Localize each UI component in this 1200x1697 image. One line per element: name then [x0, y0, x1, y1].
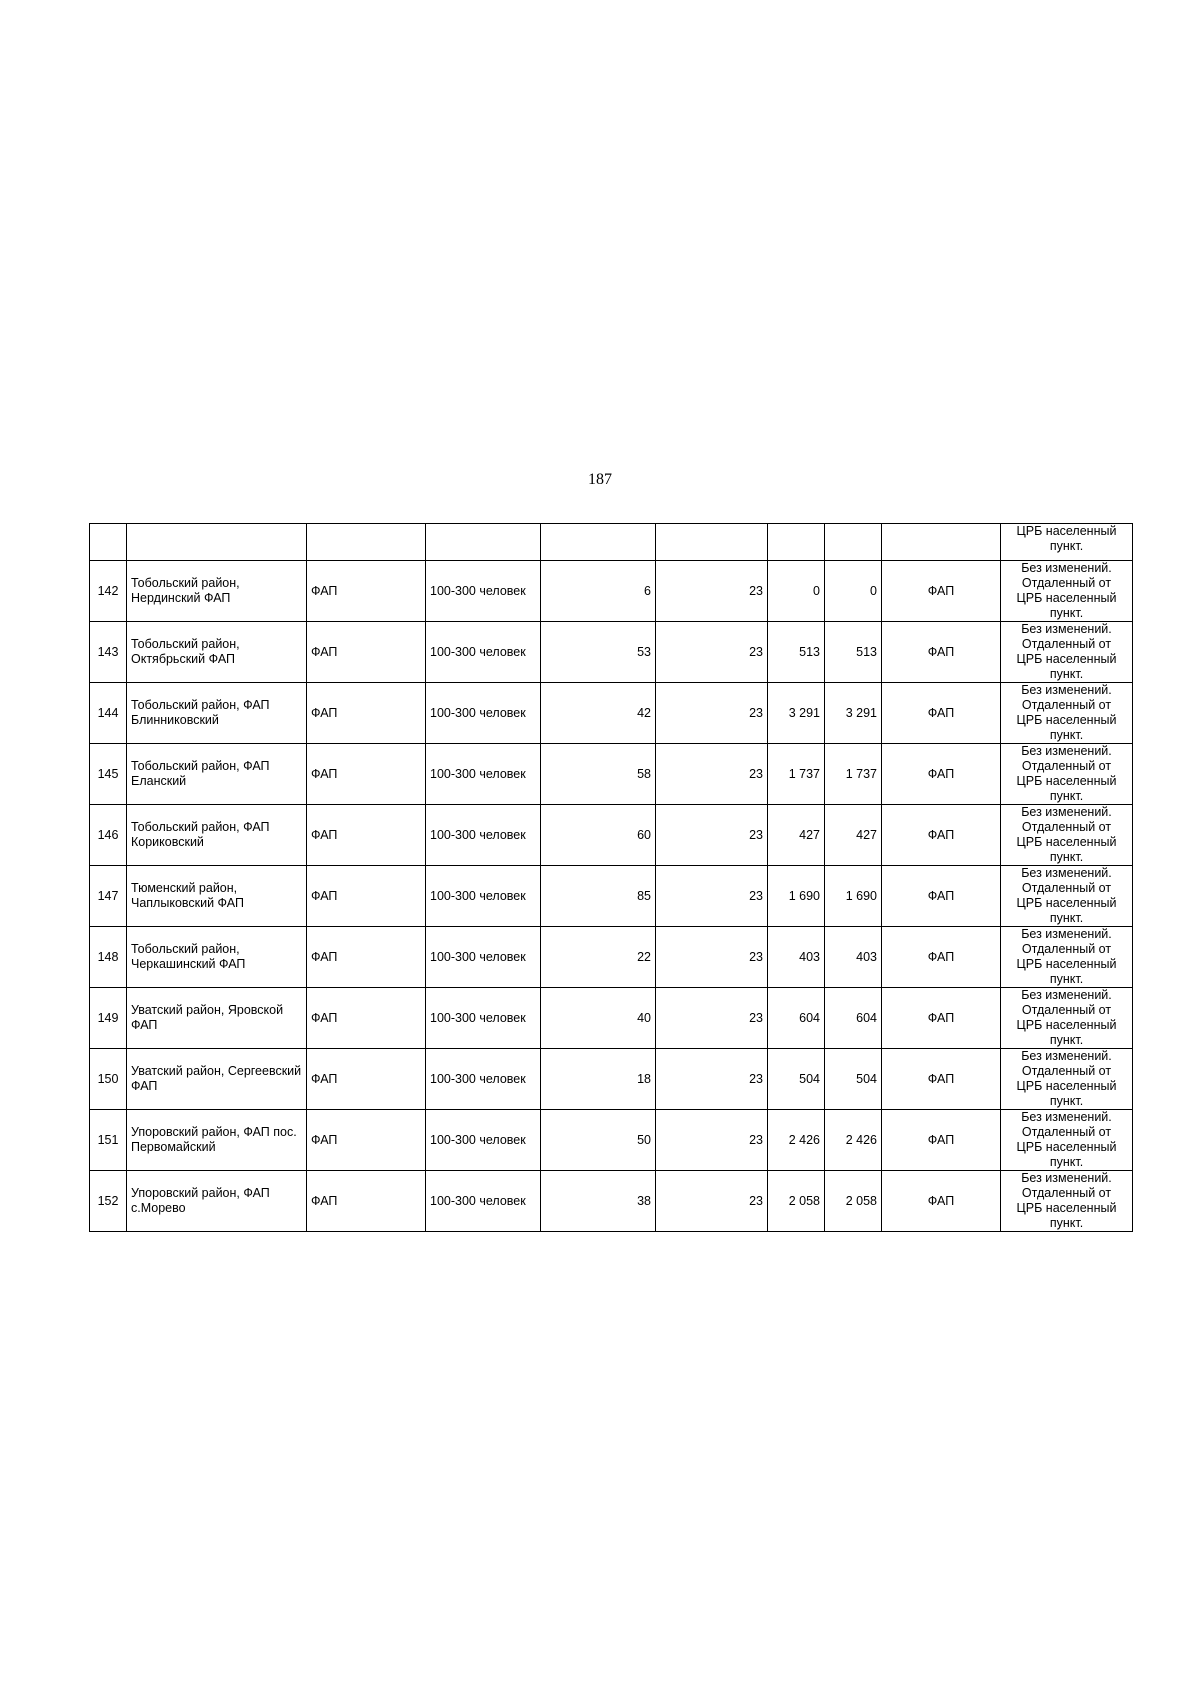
cell-col7: 2 426: [768, 1110, 825, 1171]
cell-num: 148: [90, 927, 127, 988]
cell-type: ФАП: [307, 927, 426, 988]
note-line: ЦРБ населенный: [1016, 957, 1117, 971]
note-line: пункт.: [1049, 911, 1084, 925]
cell-col7: 1 737: [768, 744, 825, 805]
note-line: Отдаленный от: [1021, 1003, 1112, 1017]
table-row-continuation: [90, 524, 1133, 561]
cell-population: 100-300 человек: [426, 805, 541, 866]
cell-col7: 1 690: [768, 866, 825, 927]
cell-type: ФАП: [307, 866, 426, 927]
cell-type: ФАП: [307, 744, 426, 805]
cell-col6: 23: [656, 1171, 768, 1232]
cell-note: [1001, 744, 1133, 805]
cell-new-type: ФАП: [882, 927, 1001, 988]
note-line: Отдаленный от: [1021, 1125, 1112, 1139]
cell-col6: 23: [656, 1049, 768, 1110]
cell-name: Уватский район, Сергеевский ФАП: [127, 1049, 307, 1110]
cell-num: [90, 524, 127, 561]
cell-population: [426, 524, 541, 561]
cell-col6: 23: [656, 927, 768, 988]
note-line: пункт.: [1049, 667, 1084, 681]
note-line: Отдаленный от: [1021, 759, 1112, 773]
cell-note: [1001, 1171, 1133, 1232]
cell-name: Упоровский район, ФАП пос. Первомайский: [127, 1110, 307, 1171]
cell-col7: 427: [768, 805, 825, 866]
cell-name: [127, 524, 307, 561]
note-line: ЦРБ населенный: [1016, 524, 1117, 538]
cell-name: Тобольский район, Нердинский ФАП: [127, 561, 307, 622]
cell-num: 147: [90, 866, 127, 927]
cell-name: Тюменский район, Чаплыковский ФАП: [127, 866, 307, 927]
cell-col5: 58: [541, 744, 656, 805]
table-row: [90, 1049, 1133, 1110]
cell-col5: 42: [541, 683, 656, 744]
cell-population: 100-300 человек: [426, 683, 541, 744]
note-line: Отдаленный от: [1021, 698, 1112, 712]
cell-type: ФАП: [307, 1171, 426, 1232]
cell-col7: 403: [768, 927, 825, 988]
note-line: пункт.: [1049, 972, 1084, 986]
cell-type: [307, 524, 426, 561]
cell-col5: 38: [541, 1171, 656, 1232]
cell-col6: 23: [656, 866, 768, 927]
cell-new-type: [882, 524, 1001, 561]
note-line: пункт.: [1049, 539, 1084, 553]
note-line: пункт.: [1049, 1033, 1084, 1047]
cell-type: ФАП: [307, 561, 426, 622]
cell-col8: 604: [825, 988, 882, 1049]
note-line: ЦРБ населенный: [1016, 1079, 1117, 1093]
cell-col8: 504: [825, 1049, 882, 1110]
cell-col8: 403: [825, 927, 882, 988]
cell-note: [1001, 561, 1133, 622]
note-line: Без изменений.: [1021, 1171, 1112, 1185]
table-row: [90, 988, 1133, 1049]
cell-new-type: ФАП: [882, 561, 1001, 622]
cell-note: [1001, 524, 1133, 561]
cell-note: [1001, 866, 1133, 927]
cell-num: 143: [90, 622, 127, 683]
cell-num: 142: [90, 561, 127, 622]
cell-type: ФАП: [307, 622, 426, 683]
note-line: Без изменений.: [1021, 622, 1112, 636]
cell-type: ФАП: [307, 683, 426, 744]
note-line: Без изменений.: [1021, 988, 1112, 1002]
cell-new-type: ФАП: [882, 866, 1001, 927]
cell-type: ФАП: [307, 805, 426, 866]
cell-col8: 1 690: [825, 866, 882, 927]
cell-population: 100-300 человек: [426, 866, 541, 927]
cell-population: 100-300 человек: [426, 1110, 541, 1171]
cell-col7: 513: [768, 622, 825, 683]
table-row: [90, 744, 1133, 805]
table-row: [90, 622, 1133, 683]
cell-new-type: ФАП: [882, 622, 1001, 683]
note-line: ЦРБ населенный: [1016, 896, 1117, 910]
cell-col6: [656, 524, 768, 561]
cell-num: 150: [90, 1049, 127, 1110]
note-line: Отдаленный от: [1021, 1064, 1112, 1078]
cell-col5: 53: [541, 622, 656, 683]
cell-col8: 427: [825, 805, 882, 866]
cell-col8: 2 426: [825, 1110, 882, 1171]
note-line: ЦРБ населенный: [1016, 591, 1117, 605]
note-line: Без изменений.: [1021, 744, 1112, 758]
note-line: Отдаленный от: [1021, 942, 1112, 956]
table-row: [90, 1171, 1133, 1232]
cell-col7: 3 291: [768, 683, 825, 744]
note-line: Отдаленный от: [1021, 576, 1112, 590]
note-line: Отдаленный от: [1021, 1186, 1112, 1200]
note-line: ЦРБ населенный: [1016, 1018, 1117, 1032]
note-line: пункт.: [1049, 1216, 1084, 1230]
cell-note: [1001, 988, 1133, 1049]
cell-col8: [825, 524, 882, 561]
cell-col6: 23: [656, 561, 768, 622]
cell-new-type: ФАП: [882, 1049, 1001, 1110]
note-line: Без изменений.: [1021, 866, 1112, 880]
cell-col6: 23: [656, 988, 768, 1049]
note-line: пункт.: [1049, 789, 1084, 803]
cell-col8: 1 737: [825, 744, 882, 805]
cell-note: [1001, 622, 1133, 683]
note-line: Отдаленный от: [1021, 881, 1112, 895]
facility-table: [89, 523, 1133, 1232]
cell-col8: 3 291: [825, 683, 882, 744]
note-line: пункт.: [1049, 850, 1084, 864]
cell-name: Тобольский район, Октябрьский ФАП: [127, 622, 307, 683]
cell-col5: 6: [541, 561, 656, 622]
table-row: [90, 805, 1133, 866]
table-row: [90, 683, 1133, 744]
cell-population: 100-300 человек: [426, 927, 541, 988]
cell-col8: 0: [825, 561, 882, 622]
cell-population: 100-300 человек: [426, 561, 541, 622]
cell-col6: 23: [656, 805, 768, 866]
cell-col7: 504: [768, 1049, 825, 1110]
cell-col6: 23: [656, 744, 768, 805]
cell-name: Тобольский район, Черкашинский ФАП: [127, 927, 307, 988]
table-body: [90, 524, 1133, 1232]
cell-population: 100-300 человек: [426, 744, 541, 805]
cell-new-type: ФАП: [882, 988, 1001, 1049]
note-line: ЦРБ населенный: [1016, 713, 1117, 727]
note-line: ЦРБ населенный: [1016, 774, 1117, 788]
note-line: Без изменений.: [1021, 1049, 1112, 1063]
cell-col5: 60: [541, 805, 656, 866]
cell-name: Тобольский район, ФАП Кориковский: [127, 805, 307, 866]
note-line: ЦРБ населенный: [1016, 1140, 1117, 1154]
cell-type: ФАП: [307, 988, 426, 1049]
cell-population: 100-300 человек: [426, 622, 541, 683]
note-line: пункт.: [1049, 728, 1084, 742]
cell-population: 100-300 человек: [426, 988, 541, 1049]
cell-name: Уватский район, Яровской ФАП: [127, 988, 307, 1049]
table-row: [90, 561, 1133, 622]
note-line: пункт.: [1049, 1155, 1084, 1169]
cell-new-type: ФАП: [882, 683, 1001, 744]
cell-col6: 23: [656, 683, 768, 744]
note-line: Без изменений.: [1021, 1110, 1112, 1124]
cell-col5: 22: [541, 927, 656, 988]
note-line: ЦРБ населенный: [1016, 1201, 1117, 1215]
cell-name: Тобольский район, ФАП Блинниковский: [127, 683, 307, 744]
cell-col7: 2 058: [768, 1171, 825, 1232]
note-line: пункт.: [1049, 1094, 1084, 1108]
cell-col8: 2 058: [825, 1171, 882, 1232]
cell-col5: 40: [541, 988, 656, 1049]
cell-col6: 23: [656, 622, 768, 683]
cell-note: [1001, 805, 1133, 866]
cell-col6: 23: [656, 1110, 768, 1171]
note-line: Без изменений.: [1021, 805, 1112, 819]
cell-num: 144: [90, 683, 127, 744]
cell-num: 151: [90, 1110, 127, 1171]
cell-col5: [541, 524, 656, 561]
cell-num: 149: [90, 988, 127, 1049]
cell-note: [1001, 683, 1133, 744]
cell-new-type: ФАП: [882, 1171, 1001, 1232]
table-row: [90, 927, 1133, 988]
note-line: Отдаленный от: [1021, 820, 1112, 834]
cell-type: ФАП: [307, 1049, 426, 1110]
table-row: [90, 866, 1133, 927]
note-line: Без изменений.: [1021, 927, 1112, 941]
cell-col7: 0: [768, 561, 825, 622]
cell-num: 146: [90, 805, 127, 866]
cell-note: [1001, 927, 1133, 988]
cell-new-type: ФАП: [882, 1110, 1001, 1171]
cell-type: ФАП: [307, 1110, 426, 1171]
table-row: [90, 1110, 1133, 1171]
note-line: Без изменений.: [1021, 561, 1112, 575]
cell-name: Тобольский район, ФАП Еланский: [127, 744, 307, 805]
cell-population: 100-300 человек: [426, 1049, 541, 1110]
note-line: Без изменений.: [1021, 683, 1112, 697]
cell-note: [1001, 1049, 1133, 1110]
cell-col5: 85: [541, 866, 656, 927]
cell-new-type: ФАП: [882, 805, 1001, 866]
cell-new-type: ФАП: [882, 744, 1001, 805]
note-line: пункт.: [1049, 606, 1084, 620]
cell-num: 152: [90, 1171, 127, 1232]
cell-population: 100-300 человек: [426, 1171, 541, 1232]
cell-name: Упоровский район, ФАП с.Морево: [127, 1171, 307, 1232]
cell-col7: [768, 524, 825, 561]
cell-col7: 604: [768, 988, 825, 1049]
note-line: ЦРБ населенный: [1016, 652, 1117, 666]
cell-col5: 50: [541, 1110, 656, 1171]
note-line: Отдаленный от: [1021, 637, 1112, 651]
cell-note: [1001, 1110, 1133, 1171]
cell-num: 145: [90, 744, 127, 805]
cell-col5: 18: [541, 1049, 656, 1110]
note-line: ЦРБ населенный: [1016, 835, 1117, 849]
page-number: 187: [588, 471, 612, 488]
cell-col8: 513: [825, 622, 882, 683]
